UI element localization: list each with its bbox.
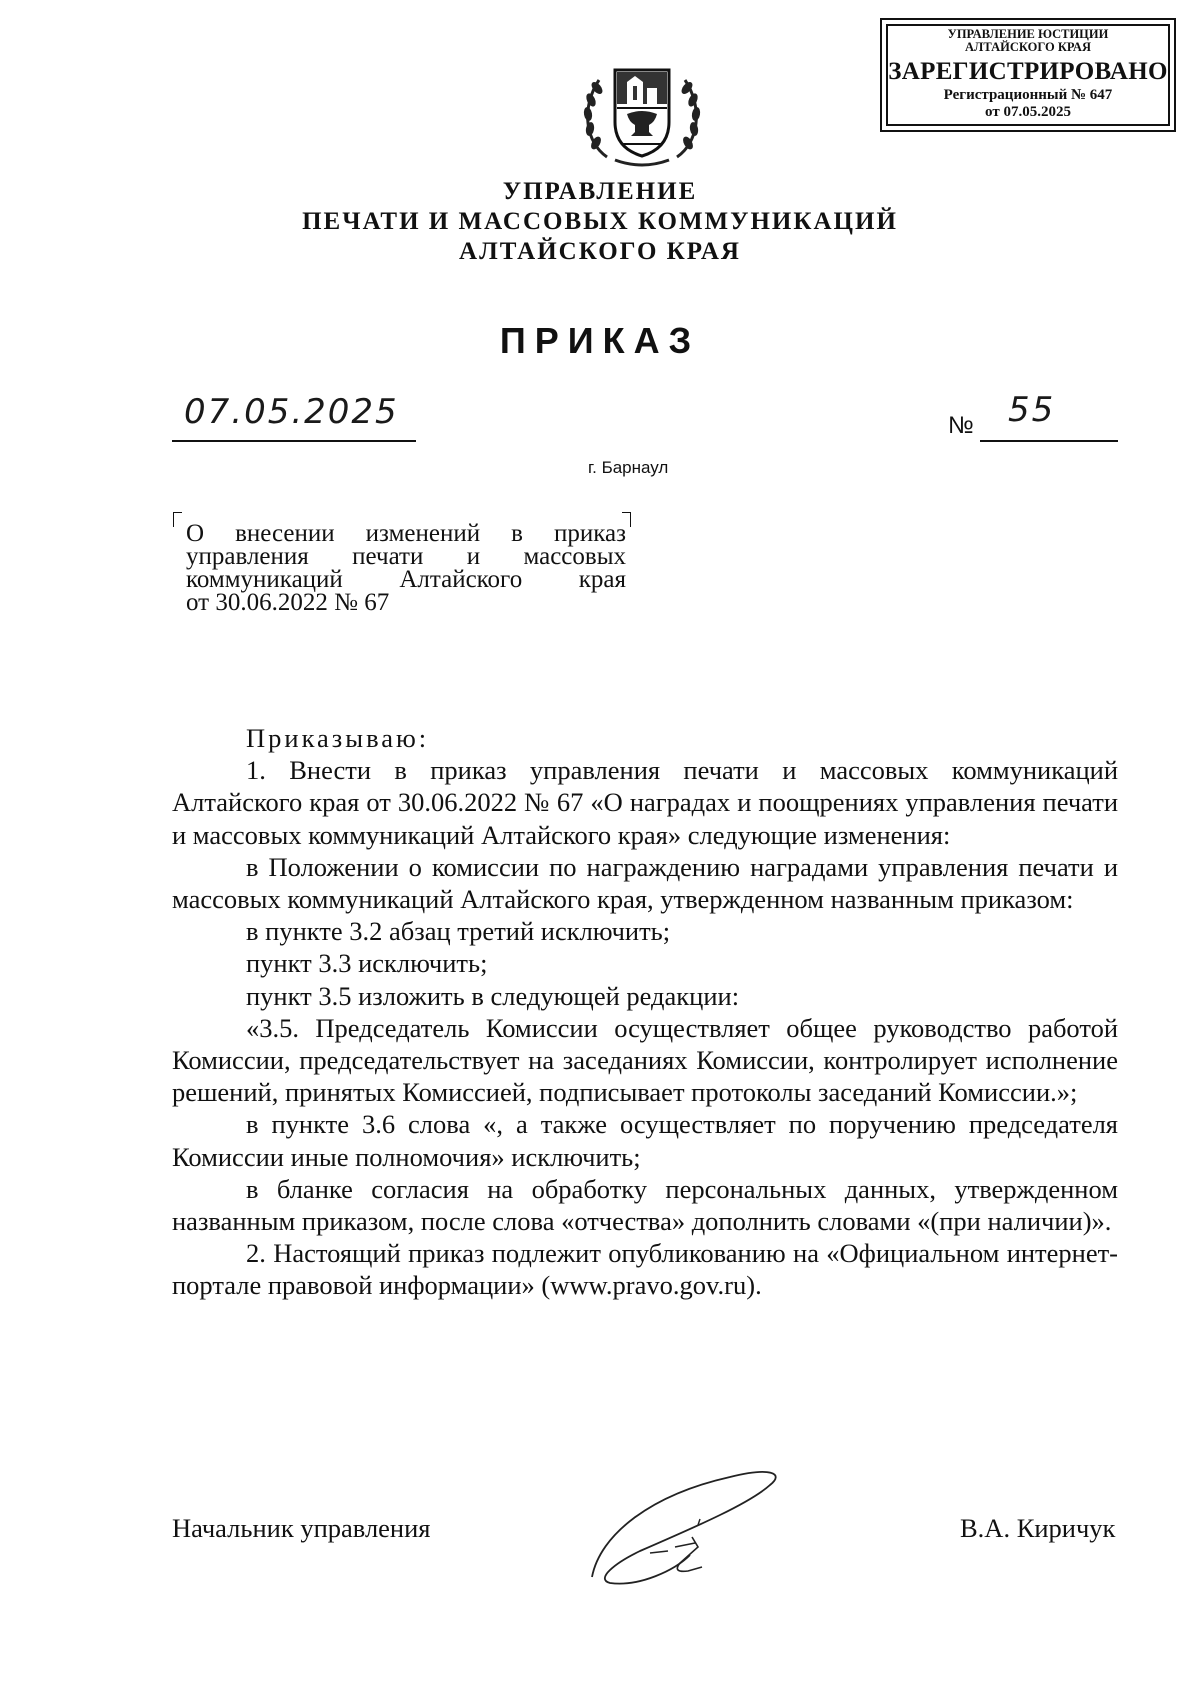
stamp-status: ЗАРЕГИСТРИРОВАНО (888, 58, 1168, 85)
signer-name: В.А. Киричук (960, 1513, 1116, 1543)
order-body (172, 722, 1118, 1302)
order-number: 55 (1008, 390, 1056, 430)
org-name-line1: УПРАВЛЕНИЕ (502, 178, 698, 205)
number-sign: № (948, 412, 974, 439)
subject-block (186, 522, 626, 614)
stamp-authority-line2: АЛТАЙСКОГО КРАЯ (965, 40, 1091, 54)
subject-line2: управления печати и массовых (186, 543, 626, 570)
order-paragraph: в бланке согласия на обработку персональных данных, утвержденном названным приказом, после слова «отчества» дополнить словами «(при наличии)». (172, 1173, 1118, 1237)
subject-bracket-left (173, 512, 182, 527)
subject-line4: от 30.06.2022 № 67 (186, 589, 390, 616)
subject-line1: О внесении изменений в приказ (186, 520, 626, 547)
order-date: 07.05.2025 (184, 392, 399, 432)
order-paragraph: в пункте 3.2 абзац третий исключить; (246, 916, 671, 947)
city: г. Барнаул (588, 458, 669, 477)
stamp-authority-line1: УПРАВЛЕНИЕ ЮСТИЦИИ (947, 27, 1109, 41)
signer-position: Начальник управления (172, 1513, 431, 1543)
coat-of-arms-icon (577, 52, 707, 174)
order-paragraph: пункт 3.5 изложить в следующей редакции: (246, 980, 740, 1011)
order-paragraph: в Положении о комиссии по награждению наградами управления печати и массовых коммуникаций Алтайского края, утвержденном названным приказом: (172, 851, 1118, 915)
doc-title: ПРИКАЗ (499, 320, 701, 361)
number-line (980, 390, 1118, 442)
org-name-line2: ПЕЧАТИ И МАССОВЫХ КОММУНИКАЦИЙ (302, 208, 898, 235)
registration-stamp (880, 18, 1176, 132)
stamp-reg-date: от 07.05.2025 (985, 104, 1071, 120)
order-paragraph: пункт 3.3 исключить; (246, 948, 488, 979)
registration-stamp-inner (886, 24, 1170, 126)
order-paragraph: в пункте 3.6 слова «, а также осуществляет по поручению председателя Комиссии иные полномочия» исключить; (172, 1109, 1118, 1172)
order-directive: Приказываю: (246, 723, 430, 753)
date-line (172, 392, 416, 442)
subject-line3: коммуникаций Алтайского края (186, 566, 626, 593)
stamp-reg-number: Регистрационный № 647 (943, 87, 1113, 103)
order-paragraph: «3.5. Председатель Комиссии осуществляет общее руководство работой Комиссии, председательствует на заседаниях Комиссии, контролирует исполнение решений, принятых Комиссией, подписывает протоколы заседаний Комиссии.»; (172, 1012, 1118, 1108)
handwritten-signature (580, 1455, 800, 1595)
org-name-line3: АЛТАЙСКОГО КРАЯ (459, 238, 741, 265)
order-item-2: 2. Настоящий приказ подлежит опубликованию на «Официальном интернет-портале правовой информации» (www.pravo.gov.ru). (172, 1238, 1118, 1301)
order-item-1: 1. Внести в приказ управления печати и массовых коммуникаций Алтайского края от 30.06.2022 № 67 «О наградах и поощрениях управления печати и массовых коммуникаций Алтайского края» следующие изменения: (172, 755, 1118, 850)
